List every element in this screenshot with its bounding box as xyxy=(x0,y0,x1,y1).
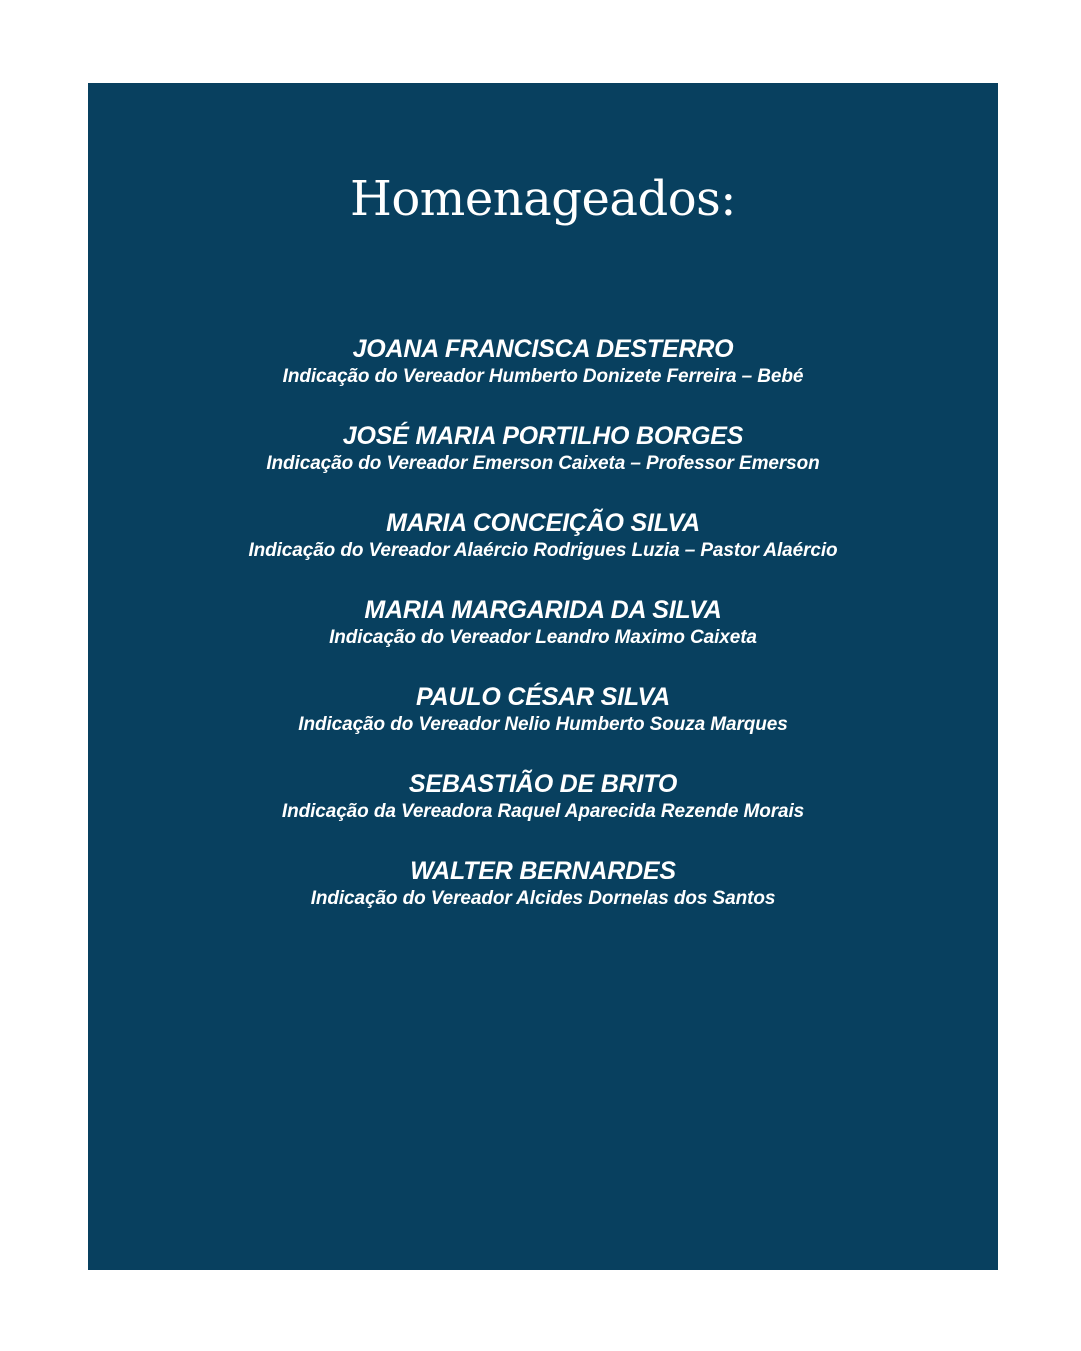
honoree-name: WALTER BERNARDES xyxy=(410,857,676,885)
honoree-name: SEBASTIÃO DE BRITO xyxy=(408,770,678,798)
honoree-name: JOSÉ MARIA PORTILHO BORGES xyxy=(342,422,744,450)
honoree-entry xyxy=(88,508,998,595)
honoree-nomination: Indicação do Vereador Leandro Maximo Caixeta xyxy=(329,627,757,648)
honoree-nomination: Indicação do Vereador Emerson Caixeta – Professor Emerson xyxy=(266,453,820,474)
honoree-name: PAULO CÉSAR SILVA xyxy=(415,683,671,711)
honoree-entry xyxy=(88,682,998,769)
honoree-entry xyxy=(88,595,998,682)
honoree-nomination: Indicação do Vereador Nelio Humberto Souza Marques xyxy=(298,714,788,735)
honoree-entry xyxy=(88,769,998,856)
honoree-entry xyxy=(88,856,998,943)
honoree-entry xyxy=(88,334,998,421)
honoree-nomination: Indicação do Vereador Alcides Dornelas dos Santos xyxy=(310,888,776,909)
page-title: Homenageados: xyxy=(350,171,736,227)
honoree-nomination: Indicação do Vereador Humberto Donizete Ferreira – Bebé xyxy=(282,366,804,387)
honoree-entry xyxy=(88,421,998,508)
honoree-nomination: Indicação da Vereadora Raquel Aparecida Rezende Morais xyxy=(281,801,805,822)
honoree-name: MARIA MARGARIDA DA SILVA xyxy=(364,596,722,624)
honoree-name: MARIA CONCEIÇÃO SILVA xyxy=(386,509,700,537)
honorees-panel xyxy=(88,83,998,1270)
honoree-name: JOANA FRANCISCA DESTERRO xyxy=(352,335,734,363)
honorees-list xyxy=(88,334,998,943)
honoree-nomination: Indicação do Vereador Alaércio Rodrigues Luzia – Pastor Alaércio xyxy=(248,540,838,561)
